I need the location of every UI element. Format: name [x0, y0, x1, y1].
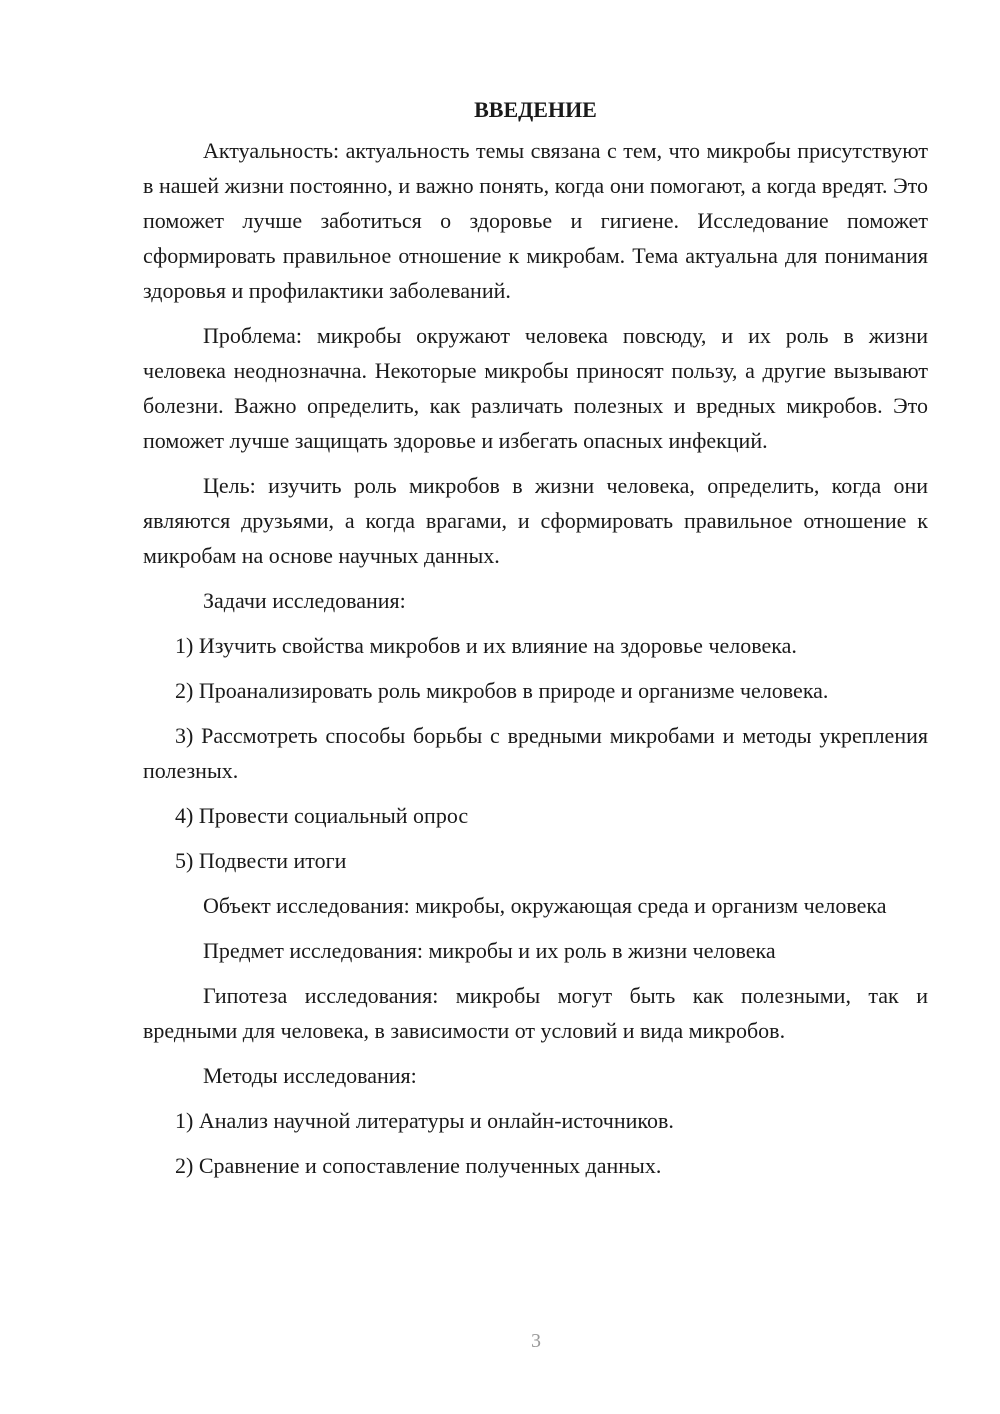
- page-number: 3: [531, 1330, 541, 1352]
- paragraph-methods-title: Методы исследования:: [203, 1063, 417, 1088]
- paragraph-object: Объект исследования: микробы, окружающая среда и организм человека: [203, 893, 887, 918]
- method-item: 2) Сравнение и сопоставление полученных данных.: [175, 1153, 662, 1178]
- paragraph-hypothesis: Гипотеза исследования: микробы могут быть как полезными, так и вредными для человека, в зависимости от условий и вида микробов.: [143, 983, 928, 1043]
- task-item: 5) Подвести итоги: [175, 848, 347, 873]
- task-item: 1) Изучить свойства микробов и их влияние на здоровье человека.: [175, 633, 797, 658]
- task-item: 3) Рассмотреть способы борьбы с вредными микробами и методы укрепления полезных.: [143, 723, 928, 783]
- page-content: [143, 92, 928, 1193]
- task-item: 2) Проанализировать роль микробов в природе и организме человека.: [175, 678, 829, 703]
- paragraph-tasks-title: Задачи исследования:: [203, 588, 406, 613]
- method-item: 1) Анализ научной литературы и онлайн-источников.: [175, 1108, 674, 1133]
- paragraph-subject: Предмет исследования: микробы и их роль в жизни человека: [203, 938, 776, 963]
- paragraph-problem: Проблема: микробы окружают человека повсюду, и их роль в жизни человека неоднозначна. Некоторые микробы приносят пользу, а другие вызывают болезни. Важно определить, как различать полезных и вредных микробов. Это поможет лучше защищать здоровье и избегать опасных инфекций.: [143, 323, 928, 453]
- paragraph-goal: Цель: изучить роль микробов в жизни человека, определить, когда они являются друзьями, а когда врагами, и сформировать правильное отношение к микробам на основе научных данных.: [143, 473, 928, 568]
- paragraph-relevance: Актуальность: актуальность темы связана с тем, что микробы присутствуют в нашей жизни постоянно, и важно понять, когда они помогают, а когда вредят. Это поможет лучше заботиться о здоровье и гигиене. Исследование поможет сформировать правильное отношение к микробам. Тема актуальна для понимания здоровья и профилактики заболеваний.: [143, 138, 928, 303]
- section-heading: ВВЕДЕНИЕ: [474, 97, 597, 122]
- task-item: 4) Провести социальный опрос: [175, 803, 469, 828]
